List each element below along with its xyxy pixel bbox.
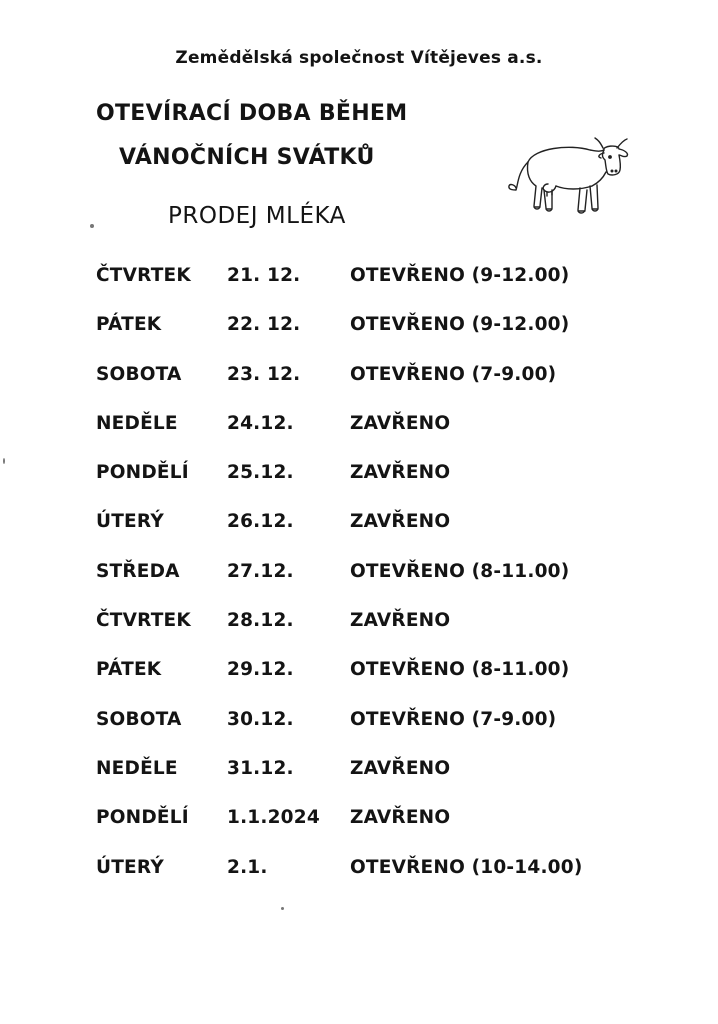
page-subtitle: PRODEJ MLÉKA bbox=[168, 203, 346, 229]
day-cell: NEDĚLE bbox=[96, 412, 178, 434]
day-cell: PONDĚLÍ bbox=[96, 807, 189, 829]
date-cell: 30.12. bbox=[227, 708, 294, 730]
status-cell: ZAVŘENO bbox=[350, 757, 451, 779]
day-cell: PÁTEK bbox=[96, 659, 162, 681]
table-row bbox=[96, 847, 636, 896]
day-cell: ÚTERÝ bbox=[96, 511, 164, 533]
table-row bbox=[96, 255, 636, 304]
day-cell: NEDĚLE bbox=[96, 757, 178, 779]
date-cell: 31.12. bbox=[227, 757, 294, 779]
day-cell: ČTVRTEK bbox=[96, 265, 191, 286]
status-cell: OTEVŘENO (7-9.00) bbox=[350, 708, 557, 730]
table-row bbox=[96, 649, 636, 698]
date-cell: 24.12. bbox=[227, 412, 294, 434]
table-row bbox=[96, 600, 636, 649]
date-cell: 23. 12. bbox=[227, 363, 301, 385]
date-cell: 21. 12. bbox=[227, 265, 301, 286]
day-cell: SOBOTA bbox=[96, 363, 182, 385]
status-cell: OTEVŘENO (9-12.00) bbox=[350, 265, 570, 286]
schedule-table bbox=[96, 255, 636, 896]
table-row bbox=[96, 748, 636, 797]
date-cell: 26.12. bbox=[227, 511, 294, 533]
day-cell: ÚTERÝ bbox=[96, 856, 164, 878]
table-row bbox=[96, 797, 636, 846]
table-row bbox=[96, 354, 636, 403]
day-cell: SOBOTA bbox=[96, 708, 182, 730]
table-row bbox=[96, 452, 636, 501]
status-cell: ZAVŘENO bbox=[350, 412, 451, 434]
status-cell: ZAVŘENO bbox=[350, 462, 451, 484]
date-cell: 25.12. bbox=[227, 462, 294, 484]
table-row bbox=[96, 304, 636, 353]
date-cell: 28.12. bbox=[227, 610, 294, 632]
table-row bbox=[96, 699, 636, 748]
page-title-line-1: OTEVÍRACÍ DOBA BĚHEM bbox=[96, 101, 408, 126]
day-cell: STŘEDA bbox=[96, 560, 180, 582]
table-row bbox=[96, 403, 636, 452]
status-cell: ZAVŘENO bbox=[350, 511, 451, 533]
date-cell: 1.1.2024 bbox=[227, 807, 320, 829]
day-cell: PÁTEK bbox=[96, 314, 162, 336]
table-row bbox=[96, 551, 636, 600]
scan-speck bbox=[90, 224, 94, 228]
status-cell: OTEVŘENO (10-14.00) bbox=[350, 856, 583, 878]
day-cell: ČTVRTEK bbox=[96, 610, 191, 632]
page-title-line-2: VÁNOČNÍCH SVÁTKŮ bbox=[119, 145, 375, 170]
status-cell: ZAVŘENO bbox=[350, 610, 451, 632]
date-cell: 27.12. bbox=[227, 560, 294, 582]
status-cell: OTEVŘENO (8-11.00) bbox=[350, 659, 570, 681]
company-name: Zemědělská společnost Vítějeves a.s. bbox=[175, 48, 543, 68]
day-cell: PONDĚLÍ bbox=[96, 462, 189, 484]
status-cell: OTEVŘENO (8-11.00) bbox=[350, 560, 570, 582]
table-row bbox=[96, 501, 636, 550]
date-cell: 29.12. bbox=[227, 659, 294, 681]
status-cell: OTEVŘENO (7-9.00) bbox=[350, 363, 557, 385]
status-cell: OTEVŘENO (9-12.00) bbox=[350, 314, 570, 336]
status-cell: ZAVŘENO bbox=[350, 807, 451, 829]
cow-icon bbox=[500, 128, 635, 224]
scan-speck bbox=[3, 458, 5, 464]
date-cell: 2.1. bbox=[227, 856, 268, 878]
scan-speck bbox=[281, 907, 284, 910]
date-cell: 22. 12. bbox=[227, 314, 301, 336]
